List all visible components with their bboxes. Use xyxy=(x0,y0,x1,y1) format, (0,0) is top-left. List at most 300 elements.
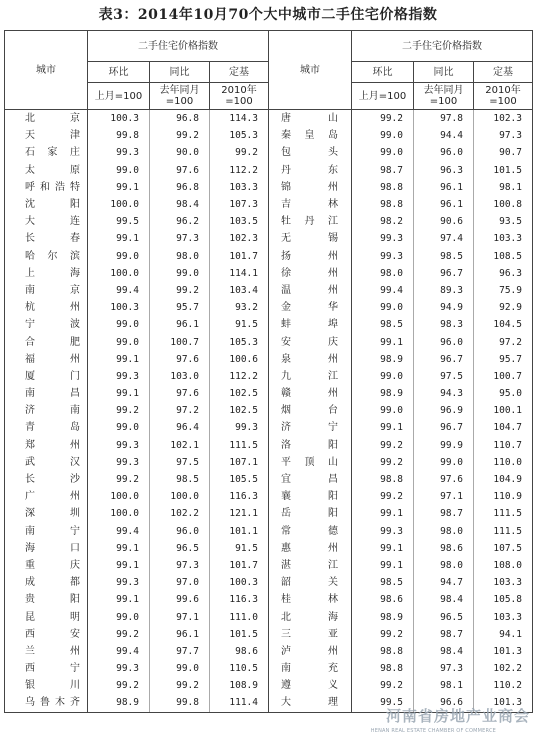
fixed-right-cell: 110.7 xyxy=(474,437,533,454)
mom-left-cell: 99.3 xyxy=(88,144,150,161)
mom-right-cell: 99.2 xyxy=(352,110,414,128)
table-row xyxy=(5,351,533,368)
table-row xyxy=(5,677,533,694)
yoy-left-cell: 96.1 xyxy=(150,316,210,333)
mom-right-cell: 98.6 xyxy=(352,591,414,608)
fixed-left-cell: 91.5 xyxy=(210,316,269,333)
mom-left-cell: 99.2 xyxy=(88,402,150,419)
yoy-right-cell: 96.3 xyxy=(414,162,474,179)
city-left-cell: 大 连 xyxy=(5,213,88,230)
city-left-cell: 深 圳 xyxy=(5,505,88,522)
yoy-left-cell: 96.8 xyxy=(150,110,210,128)
mom-left-cell: 99.0 xyxy=(88,419,150,436)
city-left-cell: 长 沙 xyxy=(5,471,88,488)
city-right-cell: 北 海 xyxy=(269,608,352,625)
yoy-left-cell: 99.2 xyxy=(150,677,210,694)
fixed-right-cell: 110.9 xyxy=(474,488,533,505)
city-right-cell: 唐 山 xyxy=(269,110,352,128)
fixed-header-right: 定基 xyxy=(474,62,533,83)
yoy-right-cell: 96.7 xyxy=(414,419,474,436)
mom-left-cell: 100.3 xyxy=(88,110,150,128)
fixed-right-cell: 104.7 xyxy=(474,419,533,436)
table-row xyxy=(5,488,533,505)
mom-right-cell: 99.2 xyxy=(352,437,414,454)
fixed-left-cell: 91.5 xyxy=(210,540,269,557)
yoy-left-cell: 96.4 xyxy=(150,419,210,436)
yoy-left-cell: 96.0 xyxy=(150,523,210,540)
city-left-cell: 银 川 xyxy=(5,677,88,694)
mom-right-cell: 98.8 xyxy=(352,196,414,213)
fixed-right-cell: 101.3 xyxy=(474,694,533,712)
city-right-cell: 吉 林 xyxy=(269,196,352,213)
watermark-subtitle: HENAN REAL ESTATE CHAMBER OF COMMERCE xyxy=(370,728,496,734)
yoy-right-cell: 99.0 xyxy=(414,454,474,471)
yoy-left-cell: 96.2 xyxy=(150,213,210,230)
table-row xyxy=(5,213,533,230)
city-left-cell: 长 春 xyxy=(5,230,88,247)
city-left-cell: 北 京 xyxy=(5,110,88,128)
table-row xyxy=(5,557,533,574)
fixed-left-cell: 98.6 xyxy=(210,643,269,660)
yoy-left-cell: 95.7 xyxy=(150,299,210,316)
mom-right-cell: 98.8 xyxy=(352,179,414,196)
fixed-right-cell: 110.0 xyxy=(474,454,533,471)
mom-right-cell: 98.9 xyxy=(352,608,414,625)
fixed-right-cell: 110.2 xyxy=(474,677,533,694)
city-right-cell: 无 锡 xyxy=(269,230,352,247)
city-right-cell: 牡丹江 xyxy=(269,213,352,230)
city-left-cell: 西 安 xyxy=(5,626,88,643)
fixed-right-cell: 101.3 xyxy=(474,643,533,660)
mom-right-cell: 99.4 xyxy=(352,282,414,299)
yoy-left-cell: 99.2 xyxy=(150,282,210,299)
city-right-cell: 济 宁 xyxy=(269,419,352,436)
yoy-right-cell: 96.1 xyxy=(414,179,474,196)
mom-right-cell: 99.3 xyxy=(352,523,414,540)
yoy-left-cell: 96.8 xyxy=(150,179,210,196)
yoy-right-cell: 94.4 xyxy=(414,127,474,144)
fixed-left-cell: 101.7 xyxy=(210,248,269,265)
city-left-cell: 重 庆 xyxy=(5,557,88,574)
city-left-cell: 合 肥 xyxy=(5,333,88,350)
yoy-left-cell: 97.1 xyxy=(150,608,210,625)
fixed-left-cell: 105.3 xyxy=(210,333,269,350)
mom-left-cell: 99.3 xyxy=(88,454,150,471)
city-right-cell: 桂 林 xyxy=(269,591,352,608)
mom-right-cell: 98.2 xyxy=(352,213,414,230)
yoy-right-cell: 97.4 xyxy=(414,230,474,247)
mom-left-cell: 99.5 xyxy=(88,213,150,230)
city-right-cell: 丹 东 xyxy=(269,162,352,179)
city-left-cell: 哈尔滨 xyxy=(5,248,88,265)
table-title: 表3：2014年10月70个大中城市二手住宅价格指数 xyxy=(98,7,438,23)
yoy-base-left: 去年同月=100 xyxy=(150,83,210,110)
yoy-header-left: 同比 xyxy=(150,62,210,83)
yoy-right-cell: 97.1 xyxy=(414,488,474,505)
yoy-right-cell: 97.3 xyxy=(414,660,474,677)
city-right-cell: 襄 阳 xyxy=(269,488,352,505)
mom-left-cell: 98.9 xyxy=(88,694,150,712)
city-left-cell: 南 昌 xyxy=(5,385,88,402)
city-right-cell: 扬 州 xyxy=(269,248,352,265)
mom-right-cell: 99.5 xyxy=(352,694,414,712)
table-row xyxy=(5,230,533,247)
city-right-cell: 大 理 xyxy=(269,694,352,712)
table-row xyxy=(5,643,533,660)
watermark-logo: 河南省房地产业商会 xyxy=(385,707,530,725)
city-header-left: 城市 xyxy=(5,31,88,110)
yoy-left-cell: 97.7 xyxy=(150,643,210,660)
mom-left-cell: 99.0 xyxy=(88,162,150,179)
fixed-left-cell: 105.5 xyxy=(210,471,269,488)
fixed-left-cell: 121.1 xyxy=(210,505,269,522)
yoy-right-cell: 98.0 xyxy=(414,557,474,574)
mom-right-cell: 98.7 xyxy=(352,162,414,179)
yoy-right-cell: 96.0 xyxy=(414,333,474,350)
yoy-header-right: 同比 xyxy=(414,62,474,83)
city-left-cell: 乌鲁木齐 xyxy=(5,694,88,712)
city-right-cell: 湛 江 xyxy=(269,557,352,574)
city-right-cell: 徐 州 xyxy=(269,265,352,282)
city-left-cell: 西 宁 xyxy=(5,660,88,677)
fixed-left-cell: 100.3 xyxy=(210,574,269,591)
mom-right-cell: 99.2 xyxy=(352,488,414,505)
yoy-left-cell: 103.0 xyxy=(150,368,210,385)
fixed-left-cell: 103.5 xyxy=(210,213,269,230)
mom-left-cell: 100.0 xyxy=(88,505,150,522)
fixed-left-cell: 103.3 xyxy=(210,179,269,196)
city-right-cell: 九 江 xyxy=(269,368,352,385)
mom-right-cell: 99.1 xyxy=(352,333,414,350)
table-row xyxy=(5,385,533,402)
city-right-cell: 秦皇岛 xyxy=(269,127,352,144)
fixed-left-cell: 99.3 xyxy=(210,419,269,436)
fixed-right-cell: 104.5 xyxy=(474,316,533,333)
fixed-header-left: 定基 xyxy=(210,62,269,83)
table-row xyxy=(5,196,533,213)
mom-left-cell: 99.1 xyxy=(88,557,150,574)
city-left-cell: 厦 门 xyxy=(5,368,88,385)
mom-left-cell: 99.4 xyxy=(88,523,150,540)
table-row xyxy=(5,437,533,454)
fixed-left-cell: 102.5 xyxy=(210,402,269,419)
fixed-right-cell: 98.1 xyxy=(474,179,533,196)
yoy-right-cell: 97.6 xyxy=(414,471,474,488)
yoy-left-cell: 99.2 xyxy=(150,127,210,144)
yoy-right-cell: 97.5 xyxy=(414,368,474,385)
fixed-left-cell: 103.4 xyxy=(210,282,269,299)
yoy-left-cell: 98.5 xyxy=(150,471,210,488)
table-row xyxy=(5,282,533,299)
price-index-table xyxy=(4,30,533,713)
fixed-base-right: 2010年=100 xyxy=(474,83,533,110)
fixed-left-cell: 93.2 xyxy=(210,299,269,316)
city-left-cell: 南 京 xyxy=(5,282,88,299)
mom-left-cell: 99.1 xyxy=(88,591,150,608)
fixed-right-cell: 75.9 xyxy=(474,282,533,299)
yoy-left-cell: 99.0 xyxy=(150,265,210,282)
mom-left-cell: 100.0 xyxy=(88,265,150,282)
table-row xyxy=(5,299,533,316)
table-row xyxy=(5,626,533,643)
fixed-right-cell: 105.8 xyxy=(474,591,533,608)
fixed-left-cell: 102.5 xyxy=(210,385,269,402)
yoy-left-cell: 97.3 xyxy=(150,557,210,574)
mom-right-cell: 99.2 xyxy=(352,626,414,643)
mom-left-cell: 99.1 xyxy=(88,351,150,368)
yoy-right-cell: 98.5 xyxy=(414,248,474,265)
mom-left-cell: 99.4 xyxy=(88,643,150,660)
mom-left-cell: 99.8 xyxy=(88,127,150,144)
yoy-left-cell: 97.5 xyxy=(150,454,210,471)
city-left-cell: 广 州 xyxy=(5,488,88,505)
fixed-left-cell: 101.1 xyxy=(210,523,269,540)
yoy-left-cell: 97.6 xyxy=(150,351,210,368)
table-row xyxy=(5,608,533,625)
yoy-right-cell: 98.3 xyxy=(414,316,474,333)
yoy-left-cell: 98.4 xyxy=(150,196,210,213)
fixed-right-cell: 104.9 xyxy=(474,471,533,488)
mom-base-left: 上月=100 xyxy=(88,83,150,110)
yoy-right-cell: 96.9 xyxy=(414,402,474,419)
mom-right-cell: 99.1 xyxy=(352,419,414,436)
fixed-left-cell: 111.0 xyxy=(210,608,269,625)
yoy-right-cell: 98.1 xyxy=(414,677,474,694)
fixed-left-cell: 114.3 xyxy=(210,110,269,128)
city-left-cell: 郑 州 xyxy=(5,437,88,454)
mom-base-right: 上月=100 xyxy=(352,83,414,110)
mom-left-cell: 100.0 xyxy=(88,488,150,505)
city-right-cell: 金 华 xyxy=(269,299,352,316)
city-left-cell: 兰 州 xyxy=(5,643,88,660)
mom-left-cell: 99.1 xyxy=(88,540,150,557)
table-row xyxy=(5,523,533,540)
mom-right-cell: 99.3 xyxy=(352,248,414,265)
city-left-cell: 宁 波 xyxy=(5,316,88,333)
table-row xyxy=(5,402,533,419)
fixed-right-cell: 95.7 xyxy=(474,351,533,368)
table-row xyxy=(5,540,533,557)
table-row xyxy=(5,333,533,350)
table-body xyxy=(5,110,533,713)
table-row xyxy=(5,179,533,196)
yoy-left-cell: 97.3 xyxy=(150,230,210,247)
fixed-right-cell: 96.3 xyxy=(474,265,533,282)
yoy-right-cell: 89.3 xyxy=(414,282,474,299)
yoy-right-cell: 98.0 xyxy=(414,523,474,540)
fixed-right-cell: 107.5 xyxy=(474,540,533,557)
fixed-left-cell: 100.6 xyxy=(210,351,269,368)
city-right-cell: 遵 义 xyxy=(269,677,352,694)
fixed-right-cell: 90.7 xyxy=(474,144,533,161)
city-left-cell: 呼和浩特 xyxy=(5,179,88,196)
fixed-left-cell: 111.4 xyxy=(210,694,269,712)
table-row xyxy=(5,574,533,591)
table-row xyxy=(5,265,533,282)
mom-right-cell: 98.5 xyxy=(352,316,414,333)
fixed-left-cell: 107.1 xyxy=(210,454,269,471)
table-row xyxy=(5,316,533,333)
mom-left-cell: 99.4 xyxy=(88,282,150,299)
city-right-cell: 岳 阳 xyxy=(269,505,352,522)
city-right-cell: 泸 州 xyxy=(269,643,352,660)
mom-left-cell: 99.3 xyxy=(88,368,150,385)
table-row xyxy=(5,110,533,128)
mom-right-cell: 99.0 xyxy=(352,299,414,316)
fixed-right-cell: 103.3 xyxy=(474,608,533,625)
mom-header-right: 环比 xyxy=(352,62,414,83)
city-left-cell: 成 都 xyxy=(5,574,88,591)
city-right-cell: 温 州 xyxy=(269,282,352,299)
mom-left-cell: 100.3 xyxy=(88,299,150,316)
city-right-cell: 安 庆 xyxy=(269,333,352,350)
mom-right-cell: 99.1 xyxy=(352,557,414,574)
city-left-cell: 福 州 xyxy=(5,351,88,368)
fixed-left-cell: 116.3 xyxy=(210,591,269,608)
city-right-cell: 烟 台 xyxy=(269,402,352,419)
yoy-left-cell: 96.5 xyxy=(150,540,210,557)
yoy-right-cell: 96.7 xyxy=(414,351,474,368)
mom-right-cell: 98.9 xyxy=(352,351,414,368)
yoy-right-cell: 98.6 xyxy=(414,540,474,557)
city-left-cell: 杭 州 xyxy=(5,299,88,316)
yoy-left-cell: 97.0 xyxy=(150,574,210,591)
mom-right-cell: 99.3 xyxy=(352,230,414,247)
city-right-cell: 南 充 xyxy=(269,660,352,677)
city-left-cell: 上 海 xyxy=(5,265,88,282)
city-left-cell: 天 津 xyxy=(5,127,88,144)
mom-right-cell: 99.1 xyxy=(352,540,414,557)
mom-left-cell: 99.1 xyxy=(88,385,150,402)
yoy-left-cell: 100.7 xyxy=(150,333,210,350)
city-left-cell: 青 岛 xyxy=(5,419,88,436)
city-left-cell: 沈 阳 xyxy=(5,196,88,213)
fixed-right-cell: 101.5 xyxy=(474,162,533,179)
fixed-left-cell: 112.2 xyxy=(210,368,269,385)
city-left-cell: 海 口 xyxy=(5,540,88,557)
fixed-right-cell: 100.7 xyxy=(474,368,533,385)
table-row xyxy=(5,248,533,265)
table-row xyxy=(5,471,533,488)
fixed-left-cell: 102.3 xyxy=(210,230,269,247)
fixed-right-cell: 97.2 xyxy=(474,333,533,350)
city-right-cell: 平顶山 xyxy=(269,454,352,471)
fixed-right-cell: 92.9 xyxy=(474,299,533,316)
mom-left-cell: 99.0 xyxy=(88,316,150,333)
fixed-right-cell: 94.1 xyxy=(474,626,533,643)
mom-left-cell: 99.3 xyxy=(88,574,150,591)
yoy-right-cell: 96.5 xyxy=(414,608,474,625)
yoy-right-cell: 94.7 xyxy=(414,574,474,591)
mom-left-cell: 99.2 xyxy=(88,471,150,488)
yoy-right-cell: 96.6 xyxy=(414,694,474,712)
mom-left-cell: 99.2 xyxy=(88,626,150,643)
mom-right-cell: 98.5 xyxy=(352,574,414,591)
fixed-base-left: 2010年=100 xyxy=(210,83,269,110)
group-header-left: 二手住宅价格指数 xyxy=(88,31,269,62)
table-row xyxy=(5,591,533,608)
fixed-left-cell: 105.3 xyxy=(210,127,269,144)
fixed-left-cell: 116.3 xyxy=(210,488,269,505)
fixed-left-cell: 108.9 xyxy=(210,677,269,694)
city-left-cell: 贵 阳 xyxy=(5,591,88,608)
fixed-right-cell: 97.3 xyxy=(474,127,533,144)
fixed-right-cell: 100.1 xyxy=(474,402,533,419)
fixed-right-cell: 103.3 xyxy=(474,574,533,591)
mom-right-cell: 98.8 xyxy=(352,643,414,660)
mom-right-cell: 99.0 xyxy=(352,402,414,419)
yoy-base-right: 去年同月=100 xyxy=(414,83,474,110)
mom-right-cell: 99.0 xyxy=(352,127,414,144)
fixed-right-cell: 103.3 xyxy=(474,230,533,247)
fixed-left-cell: 114.1 xyxy=(210,265,269,282)
mom-right-cell: 99.0 xyxy=(352,368,414,385)
mom-left-cell: 99.0 xyxy=(88,608,150,625)
city-right-cell: 宜 昌 xyxy=(269,471,352,488)
mom-left-cell: 99.3 xyxy=(88,437,150,454)
fixed-left-cell: 111.5 xyxy=(210,437,269,454)
city-right-cell: 锦 州 xyxy=(269,179,352,196)
fixed-left-cell: 107.3 xyxy=(210,196,269,213)
yoy-right-cell: 98.4 xyxy=(414,591,474,608)
city-right-cell: 常 德 xyxy=(269,523,352,540)
fixed-right-cell: 111.5 xyxy=(474,505,533,522)
city-header-right: 城市 xyxy=(269,31,352,110)
fixed-right-cell: 111.5 xyxy=(474,523,533,540)
city-right-cell: 洛 阳 xyxy=(269,437,352,454)
yoy-left-cell: 97.2 xyxy=(150,402,210,419)
table-row xyxy=(5,419,533,436)
city-right-cell: 泉 州 xyxy=(269,351,352,368)
city-right-cell: 赣 州 xyxy=(269,385,352,402)
mom-left-cell: 99.3 xyxy=(88,660,150,677)
city-right-cell: 三 亚 xyxy=(269,626,352,643)
fixed-right-cell: 93.5 xyxy=(474,213,533,230)
group-header-right: 二手住宅价格指数 xyxy=(352,31,533,62)
mom-right-cell: 99.0 xyxy=(352,144,414,161)
mom-right-cell: 99.2 xyxy=(352,677,414,694)
yoy-left-cell: 96.1 xyxy=(150,626,210,643)
table-row xyxy=(5,127,533,144)
yoy-right-cell: 90.6 xyxy=(414,213,474,230)
yoy-left-cell: 99.0 xyxy=(150,660,210,677)
table-row xyxy=(5,162,533,179)
mom-left-cell: 99.0 xyxy=(88,248,150,265)
yoy-left-cell: 100.0 xyxy=(150,488,210,505)
yoy-right-cell: 94.3 xyxy=(414,385,474,402)
yoy-left-cell: 97.6 xyxy=(150,162,210,179)
fixed-right-cell: 95.0 xyxy=(474,385,533,402)
mom-header-left: 环比 xyxy=(88,62,150,83)
city-right-cell: 包 头 xyxy=(269,144,352,161)
yoy-right-cell: 98.4 xyxy=(414,643,474,660)
city-left-cell: 昆 明 xyxy=(5,608,88,625)
mom-left-cell: 99.1 xyxy=(88,230,150,247)
city-left-cell: 武 汉 xyxy=(5,454,88,471)
fixed-right-cell: 100.8 xyxy=(474,196,533,213)
city-left-cell: 济 南 xyxy=(5,402,88,419)
yoy-right-cell: 94.9 xyxy=(414,299,474,316)
fixed-left-cell: 101.5 xyxy=(210,626,269,643)
table-row xyxy=(5,660,533,677)
city-left-cell: 太 原 xyxy=(5,162,88,179)
yoy-right-cell: 98.7 xyxy=(414,626,474,643)
yoy-right-cell: 97.8 xyxy=(414,110,474,128)
yoy-left-cell: 102.1 xyxy=(150,437,210,454)
fixed-left-cell: 101.7 xyxy=(210,557,269,574)
table-row xyxy=(5,454,533,471)
yoy-right-cell: 96.0 xyxy=(414,144,474,161)
